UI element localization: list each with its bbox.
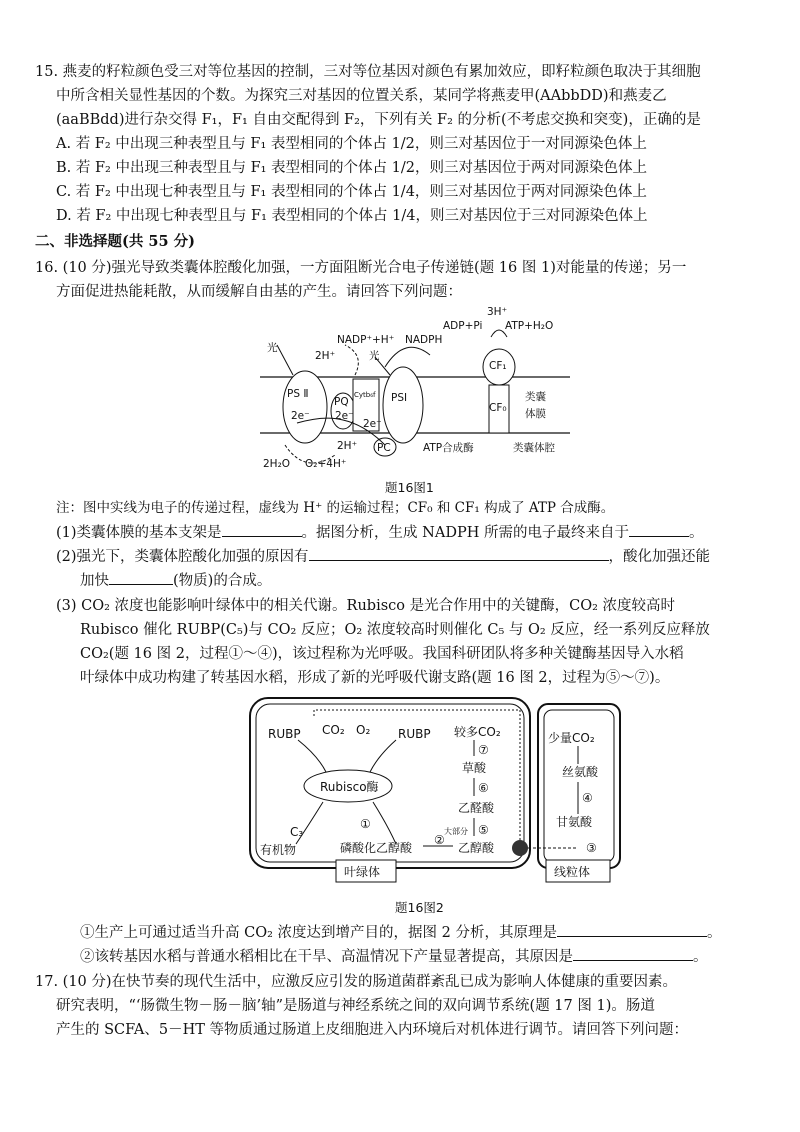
- fig1-pc: PC: [377, 442, 391, 454]
- answer-blank[interactable]: [629, 522, 689, 537]
- fig2-rubisco: Rubisco酶: [320, 780, 379, 794]
- fig1-e3: 2e⁻: [363, 418, 382, 430]
- fig2-more-co2: 较多CO₂: [454, 725, 501, 739]
- q16-s2-text-a: ②该转基因水稻与普通水稻相比在干旱、高温情况下产量显著提高，其原因是: [80, 949, 573, 965]
- q15-option-b: B. 若 F₂ 中出现三种表型且与 F₁ 表型相同的个体占 1/2，则三对基因位于两对同源染色体上: [56, 160, 647, 176]
- q15-line-1: 15. 燕麦的籽粒颜色受三对等位基因的控制，三对等位基因对颜色有累加效应，即籽粒颜色取决于其细胞: [35, 64, 701, 80]
- fig2-step-7: ⑦: [478, 743, 489, 757]
- q17-line-1: 17. (10 分)在快节奏的现代生活中，应激反应引发的肠道菌群紊乱已成为影响人体健康的重要因素。: [35, 974, 678, 990]
- fig1-o2: O₂+4H⁺: [305, 458, 347, 470]
- fig2-step-3: ③: [586, 841, 597, 855]
- fig1-cf0: CF₀: [489, 402, 507, 414]
- fig2-chloroplast: 叶绿体: [344, 865, 381, 879]
- answer-blank[interactable]: [109, 570, 173, 585]
- q17-line-3: 产生的 SCFA、5－HT 等物质通过肠道上皮细胞进入内环境后对机体进行调节。请回答下列问题：: [56, 1022, 689, 1038]
- q16-sub3-line-2: Rubisco 催化 RUBP(C₅)与 CO₂ 反应；O₂ 浓度较高时则催化 C₅ 与 O₂ 反应，经一系列反应释放: [80, 622, 710, 638]
- q16-sub3-line-4: 叶绿体中成功构建了转基因水稻，形成了新的光呼吸代谢支路(题 16 图 2，过程为⑤～⑦)。: [80, 670, 670, 686]
- q16-sub3-part-2: [80, 946, 708, 967]
- q16-sub2: [56, 546, 710, 567]
- fig1-membrane: 类囊: [525, 391, 546, 403]
- q16-sub2-text-b: ，酸化加强还能: [608, 549, 711, 565]
- fig1-note: 注：图中实线为电子的传递过程，虚线为 H⁺ 的运输过程；CF₀ 和 CF₁ 构成了 ATP 合成酶。: [56, 500, 615, 516]
- section-heading: 二、非选择题(共 55 分): [35, 233, 195, 250]
- q16-sub3-part-1: [80, 922, 721, 943]
- fig1-caption: 题16图1: [385, 480, 434, 495]
- fig1-two-h-top: 2H⁺: [315, 350, 336, 362]
- q15-option-a: A. 若 F₂ 中出现三种表型且与 F₁ 表型相同的个体占 1/2，则三对基因位于一对同源染色体上: [56, 136, 647, 152]
- q16-sub1: [56, 522, 703, 543]
- fig1-cf1: CF₁: [489, 360, 507, 372]
- q16-sub2-text-c: 加快: [80, 573, 109, 589]
- fig2-step-6: ⑥: [478, 781, 489, 795]
- fig2-organic: 有机物: [260, 843, 297, 857]
- q16-s1-text-a: ①生产上可通过适当升高 CO₂ 浓度达到增产目的，据图 2 分析，其原理是: [80, 925, 557, 941]
- fig1-atp: ATP+H₂O: [505, 320, 554, 332]
- q15-line-3: (aaBBdd)进行杂交得 F₁，F₁ 自由交配得到 F₂，下列有关 F₂ 的分析(不考虑交换和突变)，正确的是: [56, 112, 701, 128]
- q16-sub2-cont: [80, 570, 271, 591]
- answer-blank[interactable]: [309, 546, 609, 561]
- q16-sub2-text-a: (2)强光下，类囊体腔酸化加强的原因有: [56, 549, 309, 565]
- fig2-glycine: 甘氨酸: [556, 815, 593, 829]
- fig1-membrane-2: 体膜: [525, 408, 546, 420]
- q16-sub1-text-b: 。据图分析，生成 NADPH 所需的电子最终来自于: [301, 525, 629, 541]
- fig1-nadph: NADPH: [405, 334, 443, 346]
- fig2-co2: CO₂: [322, 723, 345, 737]
- fig2-glycolate: 乙醇酸: [458, 841, 495, 855]
- fig1-adp: ADP+Pi: [443, 320, 483, 332]
- q16-sub1-text-c: 。: [688, 525, 704, 541]
- q16-sub3-line-3: CO₂(题 16 图 2，过程①～④)，该过程称为光呼吸。我国科研团队将多种关键酶基因导入水稻: [80, 646, 684, 662]
- fig2-oxalate: 草酸: [462, 761, 487, 775]
- fig2-step-2: ②: [434, 833, 445, 847]
- fig2-glycolate-p: 磷酸化乙醇酸: [340, 841, 413, 855]
- fig2-rubp-left: RUBP: [268, 727, 301, 741]
- fig2-step-1: ①: [360, 817, 371, 831]
- q17-line-2: 研究表明，“‘肠微生物－肠－脑’轴”是肠道与神经系统之间的双向调节系统(题 17 图 1)。肠道: [56, 998, 655, 1014]
- fig1-e2: 2e⁻: [335, 410, 354, 422]
- fig1-light-left: 光: [267, 342, 278, 354]
- answer-blank[interactable]: [222, 522, 302, 537]
- fig2-c3: C₃: [290, 825, 304, 839]
- q16-sub1-text-a: (1)类囊体膜的基本支架是: [56, 525, 222, 541]
- fig2-step-4: ④: [582, 791, 593, 805]
- fig2-rubp-right: RUBP: [398, 727, 431, 741]
- fig1-three-h: 3H⁺: [487, 306, 508, 318]
- fig2-step-5: ⑤: [478, 823, 489, 837]
- fig1-cyt: Cytb₆f: [354, 391, 376, 399]
- q16-line-2: 方面促进热能耗散，从而缓解自由基的产生。请回答下列问题：: [56, 284, 462, 300]
- fig1-atp-synthase: ATP合成酶: [423, 442, 474, 454]
- q15-line-2: 中所含相关显性基因的个数。为探究三对基因的位置关系，某同学将燕麦甲(AAbbDD)和燕麦乙: [56, 88, 667, 104]
- fig2-o2: O₂: [356, 723, 371, 737]
- figure-16-1: [255, 305, 575, 480]
- fig1-h2o: 2H₂O: [263, 458, 291, 470]
- fig1-e1: 2e⁻: [291, 410, 310, 422]
- fig1-psi: PSⅠ: [391, 392, 408, 404]
- fig1-light-right: 光: [369, 350, 380, 362]
- fig1-ps2: PS Ⅱ: [287, 388, 309, 400]
- fig2-serine: 丝氨酸: [562, 765, 599, 779]
- q15-option-c: C. 若 F₂ 中出现七种表型且与 F₁ 表型相同的个体占 1/4，则三对基因位于两对同源染色体上: [56, 184, 647, 200]
- fig1-two-h-bottom: 2H⁺: [337, 440, 358, 452]
- fig1-pq: PQ: [334, 396, 349, 408]
- answer-blank[interactable]: [557, 922, 707, 937]
- q16-s1-text-b: 。: [706, 925, 722, 941]
- q16-sub2-text-d: (物质)的合成。: [173, 573, 272, 589]
- fig2-glyoxylate: 乙醛酸: [458, 801, 495, 815]
- fig1-lumen: 类囊体腔: [513, 442, 555, 454]
- fig2-most: 大部分: [444, 827, 468, 836]
- q16-sub3-line-1: (3) CO₂ 浓度也能影响叶绿体中的相关代谢。Rubisco 是光合作用中的关键酶，CO₂ 浓度较高时: [56, 598, 676, 614]
- fig2-mito: 线粒体: [554, 865, 591, 879]
- answer-blank[interactable]: [573, 946, 693, 961]
- fig1-nadp: NADP⁺+H⁺: [337, 334, 395, 346]
- fig2-less-co2: 少量CO₂: [548, 731, 595, 745]
- q15-option-d: D. 若 F₂ 中出现七种表型且与 F₁ 表型相同的个体占 1/4，则三对基因位于三对同源染色体上: [56, 208, 648, 224]
- q16-s2-text-b: 。: [693, 949, 708, 965]
- q16-line-1: 16. (10 分)强光导致类囊体腔酸化加强，一方面阻断光合电子传递链(题 16 图 1)对能量的传递；另一: [35, 260, 687, 276]
- fig2-caption: 题16图2: [395, 900, 444, 915]
- figure-16-2: [248, 696, 628, 892]
